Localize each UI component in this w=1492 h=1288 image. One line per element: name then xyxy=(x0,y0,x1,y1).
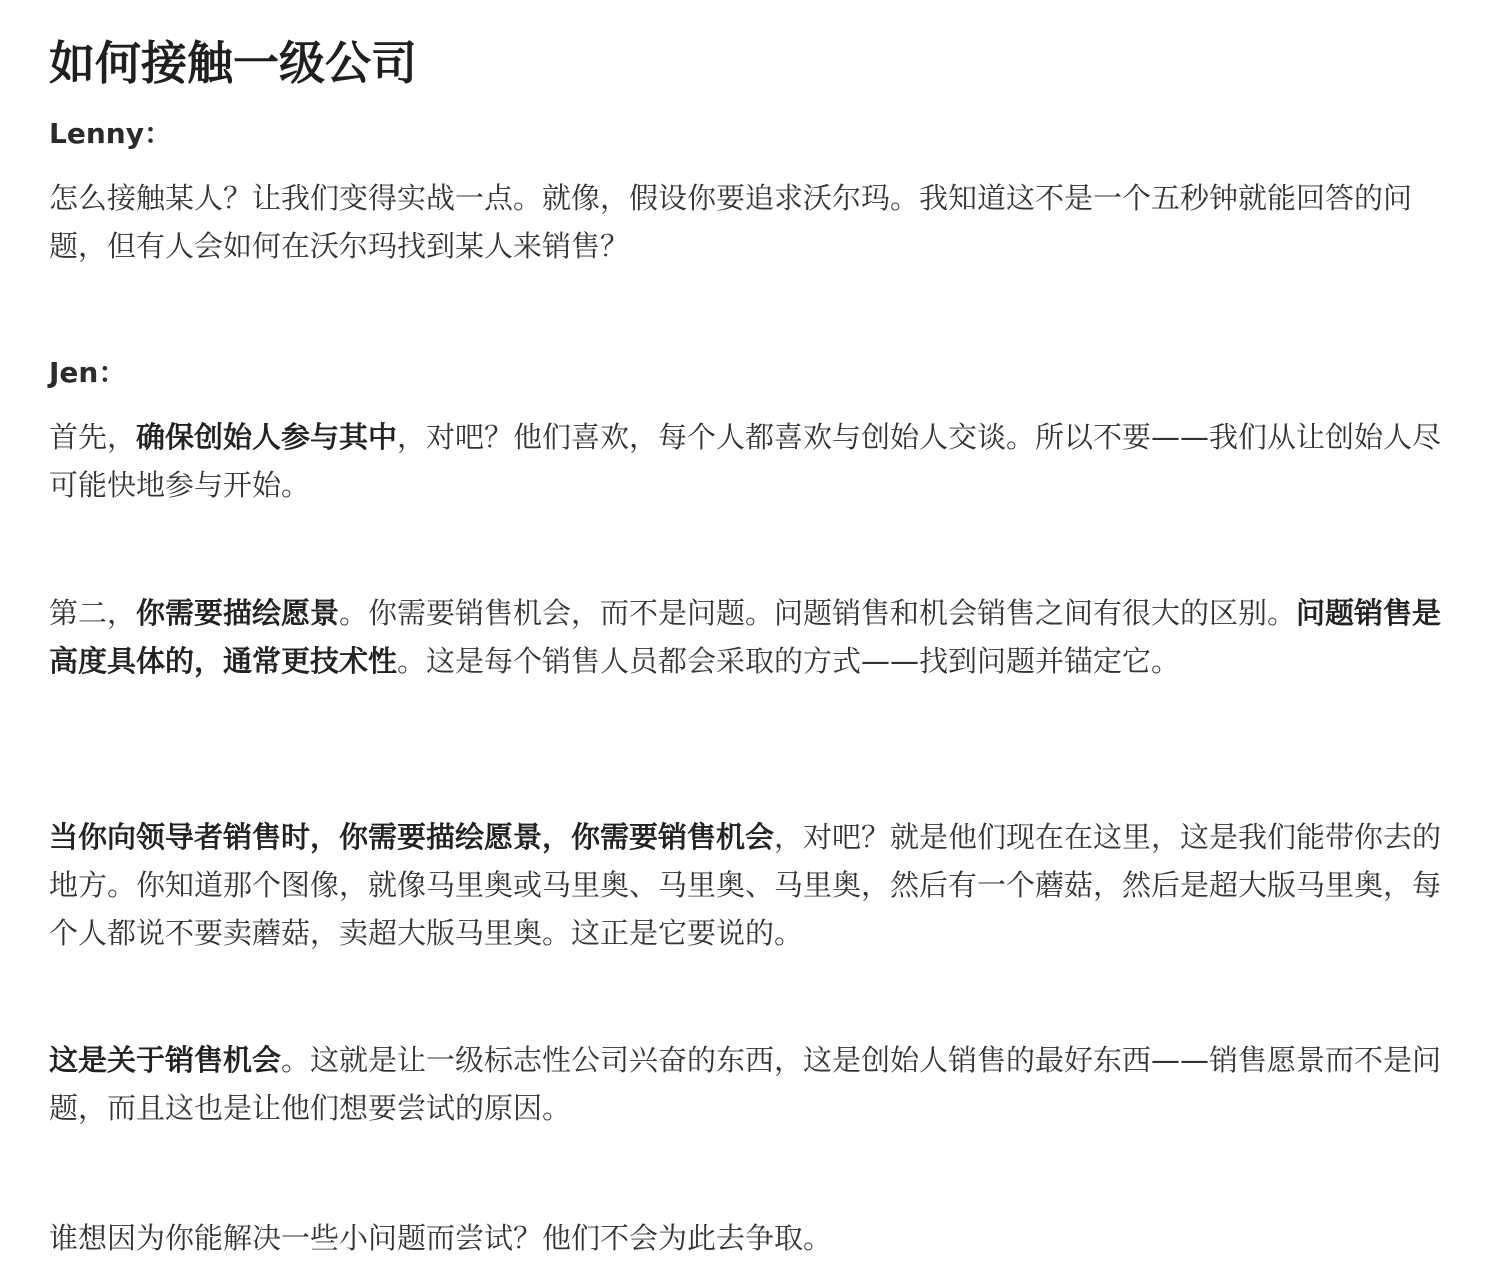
bold-phrase: 确保创始人参与其中 xyxy=(136,420,398,454)
text-segment: ，对吧？就是他们现在在这里，这是我们能带你去的地方。你知道那个图像，就像马里奥或马里奥、马里奥、马里奥，然后有一个蘑菇，然后是超大版马里奥，每个人都说不要卖蘑菇，卖超大版马里奥。这正是它要说的。 xyxy=(49,820,1442,950)
paragraph-paint-vision xyxy=(49,589,1459,685)
text-segment: ，对吧？他们喜欢，每个人都喜欢与创始人交谈。所以不要——我们从让创始人尽可能快地参与开始。 xyxy=(49,420,1442,502)
speaker-label-jen: Jen： xyxy=(49,356,127,389)
bold-phrase: 你需要描绘愿景 xyxy=(136,596,340,630)
page-title: 如何接触一级公司 xyxy=(49,36,417,90)
paragraph-selling-opportunity xyxy=(49,1036,1459,1132)
bold-phrase: 问题销售是高度具体的，通常更技术性 xyxy=(49,596,1442,678)
text-segment: 。这是每个销售人员都会采取的方式——找到问题并锚定它。 xyxy=(397,644,1181,678)
paragraph-closing-question: 谁想因为你能解决一些小问题而尝试？他们不会为此去争取。 xyxy=(49,1221,833,1255)
bold-phrase: 当你向领导者销售时，你需要描绘愿景，你需要销售机会 xyxy=(49,820,775,854)
speaker-label-lenny: Lenny： xyxy=(49,117,172,150)
paragraph-selling-to-leaders xyxy=(49,813,1459,957)
text-segment: 首先， xyxy=(49,420,137,454)
text-segment: 。这就是让一级标志性公司兴奋的东西，这是创始人销售的最好东西——销售愿景而不是问题，而且这也是让他们想要尝试的原因。 xyxy=(49,1043,1442,1125)
paragraph-founder-involvement xyxy=(49,413,1459,509)
text-segment: 第二， xyxy=(49,596,137,630)
bold-phrase: 这是关于销售机会 xyxy=(49,1043,282,1077)
paragraph-lenny-question: 怎么接触某人？让我们变得实战一点。就像，假设你要追求沃尔玛。我知道这不是一个五秒钟就能回答的问题，但有人会如何在沃尔玛找到某人来销售？ xyxy=(49,181,1413,263)
text-segment: 。你需要销售机会，而不是问题。问题销售和机会销售之间有很大的区别。 xyxy=(339,596,1297,630)
